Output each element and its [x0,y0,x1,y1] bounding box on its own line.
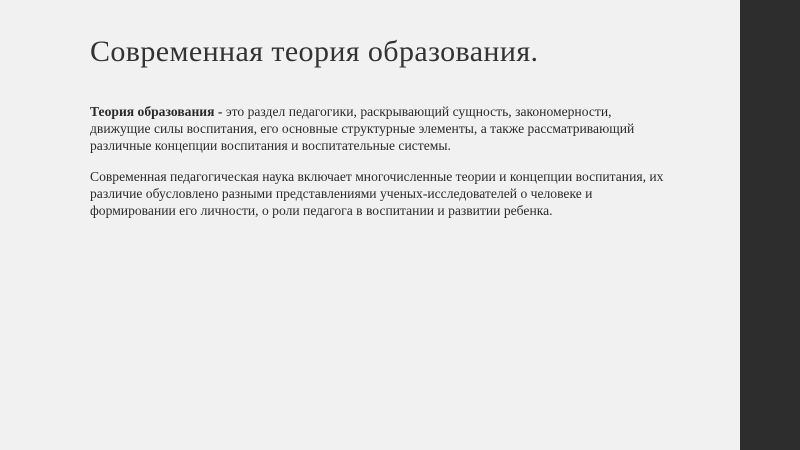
slide-title: Современная теория образования. [90,35,539,68]
paragraph-definition [90,103,668,154]
slide-body [90,103,668,233]
side-band [740,0,800,450]
paragraph-theories: Современная педагогическая наука включает многочисленные теории и концепции воспитания, их различие обусловлено разными представлениями ученых-исследователей о человеке и формировании его личности, о роли педагога в воспитании и развитии ребенка. [90,169,664,218]
definition-text: это раздел педагогики, раскрывающий сущность, закономерности, движущие силы воспитания, его основные структурные элементы, а также рассматривающий различные концепции воспитания и воспитательные системы. [90,104,635,153]
term-label: Теория образования - [90,104,223,119]
